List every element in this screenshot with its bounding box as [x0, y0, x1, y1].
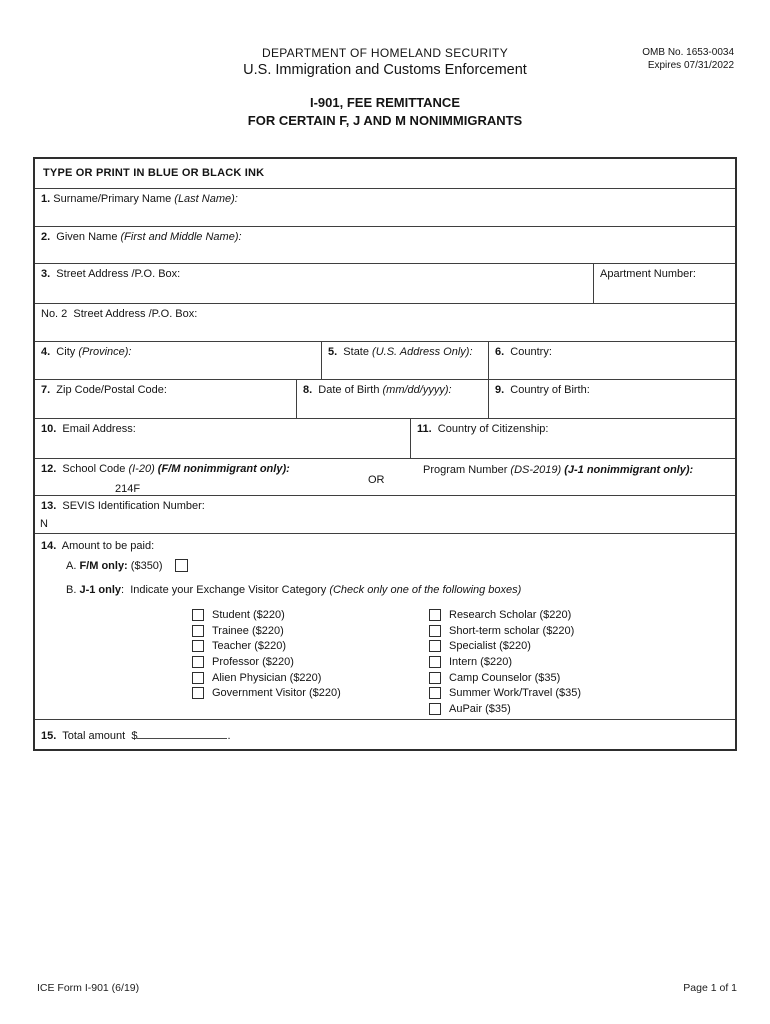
- checkbox-aupair[interactable]: [429, 703, 441, 715]
- field-number: 11.: [417, 423, 432, 435]
- field-number: 13.: [41, 500, 57, 512]
- field-city-label: [41, 346, 315, 359]
- option-summer-work-travel: [429, 685, 581, 701]
- checkbox-trainee[interactable]: [192, 625, 204, 637]
- field-number: 1.: [41, 193, 51, 205]
- field-number: 15.: [41, 730, 57, 742]
- checkbox-label: Summer Work/Travel ($35): [449, 687, 582, 700]
- row-city-state-country: [35, 342, 735, 380]
- checkbox-student[interactable]: [192, 609, 204, 621]
- field-citizenship-label: [417, 423, 729, 436]
- field-hint: (First and Middle Name):: [120, 231, 242, 243]
- field-city[interactable]: [35, 342, 321, 379]
- field-surname-label: [41, 193, 729, 206]
- checkbox-label: Teacher ($220): [212, 640, 286, 653]
- field-program-number-label: [423, 464, 693, 477]
- option-teacher: [192, 638, 429, 654]
- currency-symbol: $: [131, 730, 138, 742]
- field-text: Surname/Primary Name: [50, 193, 175, 205]
- checkbox-label: Short-term scholar ($220): [449, 624, 575, 637]
- field-hint: (I-20): [128, 463, 158, 475]
- field-hint: (mm/dd/yyyy):: [382, 384, 452, 396]
- checkbox-government-visitor[interactable]: [192, 687, 204, 699]
- checkbox-intern[interactable]: [429, 656, 441, 668]
- option-fm-only: [66, 559, 188, 573]
- field-street-address[interactable]: [35, 264, 593, 303]
- field-citizenship[interactable]: [410, 419, 735, 458]
- checkbox-specialist[interactable]: [429, 640, 441, 652]
- option-intern: [429, 654, 581, 670]
- field-number: 10.: [41, 423, 57, 435]
- field-given-name[interactable]: [35, 227, 735, 263]
- field-total-label: [41, 727, 729, 743]
- field-hint: (Last Name):: [174, 193, 238, 205]
- field-apartment-label: Apartment Number:: [600, 268, 696, 280]
- omb-number: OMB No. 1653-0034: [642, 47, 734, 58]
- field-zip-code[interactable]: [35, 380, 296, 418]
- checkbox-label: AuPair ($35): [449, 702, 511, 715]
- field-text: City: [50, 346, 79, 358]
- option-trainee: [192, 623, 429, 639]
- field-surname[interactable]: [35, 189, 735, 226]
- field-bold-hint: (J-1 nonimmigrant only):: [564, 464, 694, 476]
- field-number: 2.: [41, 231, 51, 243]
- field-street-address-2[interactable]: [35, 304, 735, 341]
- field-text: Country of Birth:: [504, 384, 590, 396]
- row-surname: [35, 189, 735, 227]
- page-number: Page 1 of 1: [683, 982, 737, 994]
- form-title-line1: I-901, FEE REMITTANCE: [309, 95, 460, 110]
- field-country[interactable]: [488, 342, 735, 379]
- field-date-of-birth[interactable]: [296, 380, 488, 418]
- form-title: [0, 94, 770, 130]
- field-number: 14.: [41, 540, 57, 552]
- checkbox-camp-counselor[interactable]: [429, 672, 441, 684]
- field-apartment-number[interactable]: [593, 264, 735, 303]
- row-street-address: [35, 264, 735, 304]
- field-email-label: [41, 423, 404, 436]
- checkbox-professor[interactable]: [192, 656, 204, 668]
- checkbox-label: Trainee ($220): [212, 624, 284, 637]
- row-amount: [35, 534, 735, 720]
- checkbox-label: Intern ($220): [449, 655, 512, 668]
- row-school-code: [35, 459, 735, 496]
- checkbox-summer-work-travel[interactable]: [429, 687, 441, 699]
- agency-subname: U.S. Immigration and Customs Enforcement: [243, 62, 527, 78]
- field-state[interactable]: [321, 342, 488, 379]
- form-table: [33, 157, 737, 751]
- field-number: 7.: [41, 384, 51, 396]
- row-email-citizenship: [35, 419, 735, 459]
- checkbox-research-scholar[interactable]: [429, 609, 441, 621]
- checkbox-fm-only[interactable]: [175, 559, 188, 572]
- option-government-visitor: [192, 685, 429, 701]
- checkbox-teacher[interactable]: [192, 640, 204, 652]
- option-aupair: [429, 701, 581, 717]
- field-text: SEVIS Identification Number:: [56, 500, 205, 512]
- option-short-term-scholar: [429, 623, 581, 639]
- field-number: 9.: [495, 384, 505, 396]
- instruction-text: TYPE OR PRINT IN BLUE OR BLACK INK: [43, 167, 265, 179]
- period: .: [227, 730, 231, 742]
- field-dob-label: [303, 384, 482, 397]
- agency-name: DEPARTMENT OF HOMELAND SECURITY: [262, 46, 508, 60]
- option-camp-counselor: [429, 670, 581, 686]
- field-number: 8.: [303, 384, 313, 396]
- checkbox-label: Professor ($220): [212, 655, 294, 668]
- field-school-code[interactable]: [35, 459, 735, 495]
- options-right-column: [429, 607, 581, 717]
- field-hint: (Province):: [78, 346, 132, 358]
- option-text: : Indicate your Exchange Visitor Category: [121, 584, 330, 596]
- option-professor: [192, 654, 429, 670]
- field-country-label: [495, 346, 729, 359]
- option-prefix: A.: [66, 560, 80, 572]
- checkbox-alien-physician[interactable]: [192, 672, 204, 684]
- field-email[interactable]: [35, 419, 410, 458]
- exchange-visitor-options: [192, 607, 581, 717]
- field-amount-label: [41, 540, 729, 553]
- field-text: Total amount: [56, 730, 132, 742]
- checkbox-label: Specialist ($220): [449, 640, 531, 653]
- field-text: Zip Code/Postal Code:: [50, 384, 167, 396]
- option-alien-physician: [192, 670, 429, 686]
- field-text: Email Address:: [56, 423, 136, 435]
- omb-block: [642, 46, 734, 72]
- field-number: 4.: [41, 346, 51, 358]
- field-text: Street Address /P.O. Box:: [50, 268, 181, 280]
- field-number: 3.: [41, 268, 51, 280]
- field-amount: [35, 534, 735, 719]
- option-specialist: [429, 638, 581, 654]
- field-number: 6.: [495, 346, 505, 358]
- field-number: 12.: [41, 463, 57, 475]
- or-separator: OR: [368, 474, 385, 486]
- field-bold-hint: (F/M nonimmigrant only):: [157, 463, 290, 475]
- field-street-address-2-label: No. 2 Street Address /P.O. Box:: [41, 308, 198, 320]
- row-zip-dob-birthcountry: [35, 380, 735, 419]
- field-text: Given Name: [50, 231, 121, 243]
- sevis-id-value[interactable]: N: [40, 518, 48, 530]
- field-hint: (U.S. Address Only):: [372, 346, 473, 358]
- field-text: Country:: [504, 346, 552, 358]
- row-given-name: [35, 227, 735, 264]
- options-left-column: [192, 607, 429, 717]
- checkbox-label: Alien Physician ($220): [212, 671, 322, 684]
- option-student: [192, 607, 429, 623]
- field-text: Date of Birth: [312, 384, 383, 396]
- row-sevis-id: [35, 496, 735, 534]
- option-research-scholar: [429, 607, 581, 623]
- total-amount-blank[interactable]: [137, 727, 227, 739]
- field-number: 5.: [328, 346, 338, 358]
- checkbox-short-term-scholar[interactable]: [429, 625, 441, 637]
- field-hint: (DS-2019): [510, 464, 565, 476]
- field-text: Country of Citizenship:: [431, 423, 549, 435]
- field-birth-country-label: [495, 384, 729, 397]
- field-text: State: [337, 346, 373, 358]
- form-edition: ICE Form I-901 (6/19): [37, 982, 140, 994]
- option-prefix: B.: [66, 584, 80, 596]
- row-street-address-2: [35, 304, 735, 342]
- checkbox-label: Research Scholar ($220): [449, 608, 572, 621]
- field-total-amount: [35, 720, 735, 754]
- checkbox-label: Camp Counselor ($35): [449, 671, 561, 684]
- row-total-amount: [35, 720, 735, 754]
- checkbox-label: Student ($220): [212, 608, 285, 621]
- school-code-value[interactable]: 214F: [115, 483, 141, 495]
- option-bold-text: J-1 only: [79, 584, 122, 596]
- option-bold-text: F/M only:: [79, 560, 128, 572]
- instruction-row: [35, 159, 735, 189]
- field-text: School Code: [56, 463, 129, 475]
- field-given-name-label: [41, 231, 729, 244]
- field-sevis-id[interactable]: [35, 496, 735, 533]
- field-street-address-label: [41, 268, 587, 281]
- option-j1-only: [66, 584, 521, 597]
- field-state-label: [328, 346, 482, 359]
- option-hint: (Check only one of the following boxes): [329, 584, 522, 596]
- omb-expiry: Expires 07/31/2022: [647, 60, 734, 71]
- field-country-of-birth[interactable]: [488, 380, 735, 418]
- form-title-line2: FOR CERTAIN F, J AND M NONIMMIGRANTS: [247, 113, 523, 128]
- page-footer: [37, 982, 737, 994]
- field-sevis-label: [41, 500, 729, 513]
- option-amount: ($350): [127, 560, 163, 572]
- field-zip-label: [41, 384, 290, 397]
- field-text: Amount to be paid:: [56, 540, 155, 552]
- field-text: Program Number: [423, 464, 511, 476]
- checkbox-label: Government Visitor ($220): [212, 687, 341, 700]
